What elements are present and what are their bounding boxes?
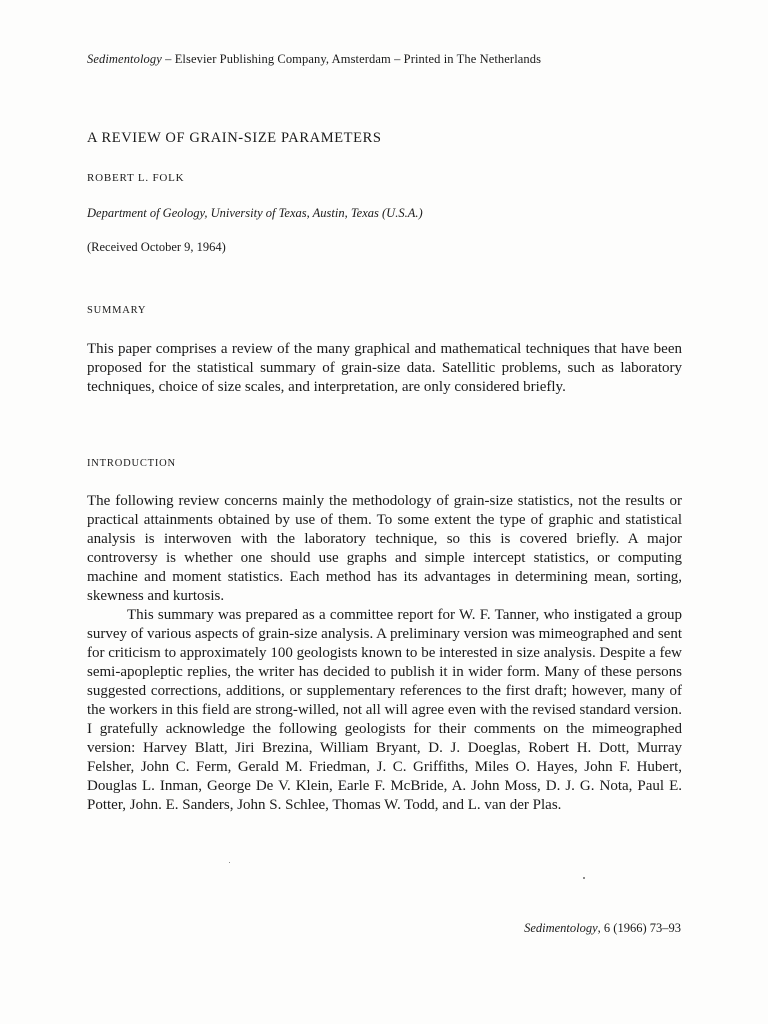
received-date: (Received October 9, 1964): [87, 240, 226, 254]
introduction-paragraph-2: This summary was prepared as a committee report for W. F. Tanner, who instigated a group survey of various aspects of grain-size analysis. A preliminary version was mimeographed and sent for criticism to approximately 100 geologists known to be interested in size analysis. Despite a few semi-apopleptic replies, the writer has decided to publish it in wider form. Many of these persons suggested corrections, additions, or supplementary references to the first draft; however, many of the workers in this field are strong-willed, not all will agree even with the revised standard version. I gratefully acknowledge the following geologists for their comments on the mimeographed version: Harvey Blatt, Jiri Brezina, William Bryant, D. J. Doeglas, Robert H. Dott, Murray Felsher, John C. Ferm, Gerald M. Friedman, J. C. Griffiths, Miles O. Hayes, John F. Hubert, Douglas L. Inman, George De V. Klein, Earle F. McBride, A. John Moss, D. J. G. Nota, Paul E. Potter, John. E. Sanders, John S. Schlee, Thomas W. Todd, and L. van der Plas.: [87, 607, 682, 813]
summary-section: [87, 340, 682, 397]
article-title: A REVIEW OF GRAIN-SIZE PARAMETERS: [87, 130, 382, 146]
author-affiliation: Department of Geology, University of Texas, Austin, Texas (U.S.A.): [87, 206, 423, 220]
journal-header: [87, 52, 541, 67]
print-speck: [229, 862, 230, 863]
summary-heading: SUMMARY: [87, 305, 147, 316]
publisher-line: – Elsevier Publishing Company, Amsterdam – Printed in The Netherlands: [165, 52, 542, 66]
introduction-section: [87, 492, 682, 815]
journal-name: Sedimentology: [87, 52, 162, 66]
introduction-paragraph-1: The following review concerns mainly the methodology of grain-size statistics, not the results or practical attainments obtained by use of them. To some extent the type of graphic and statistical analysis is interwoven with the laboratory technique, so this is covered briefly. A major controversy is whether one should use graphs and simple intercept statistics, or computing machine and moment statistics. Each method has its advantages in determining mean, sorting, skewness and kurtosis.: [87, 493, 682, 604]
introduction-heading: INTRODUCTION: [87, 458, 176, 469]
print-speck: [583, 877, 585, 879]
footer-journal-name: Sedimentology: [524, 921, 598, 935]
footer-volume-pages: , 6 (1966) 73–93: [597, 921, 681, 935]
footer-citation: [524, 921, 681, 936]
summary-paragraph: This paper comprises a review of the many graphical and mathematical techniques that have been proposed for the statistical summary of grain-size data. Satellitic problems, such as laboratory techniques, choice of size scales, and interpretation, are only considered briefly.: [87, 341, 682, 395]
article-author: ROBERT L. FOLK: [87, 172, 185, 184]
